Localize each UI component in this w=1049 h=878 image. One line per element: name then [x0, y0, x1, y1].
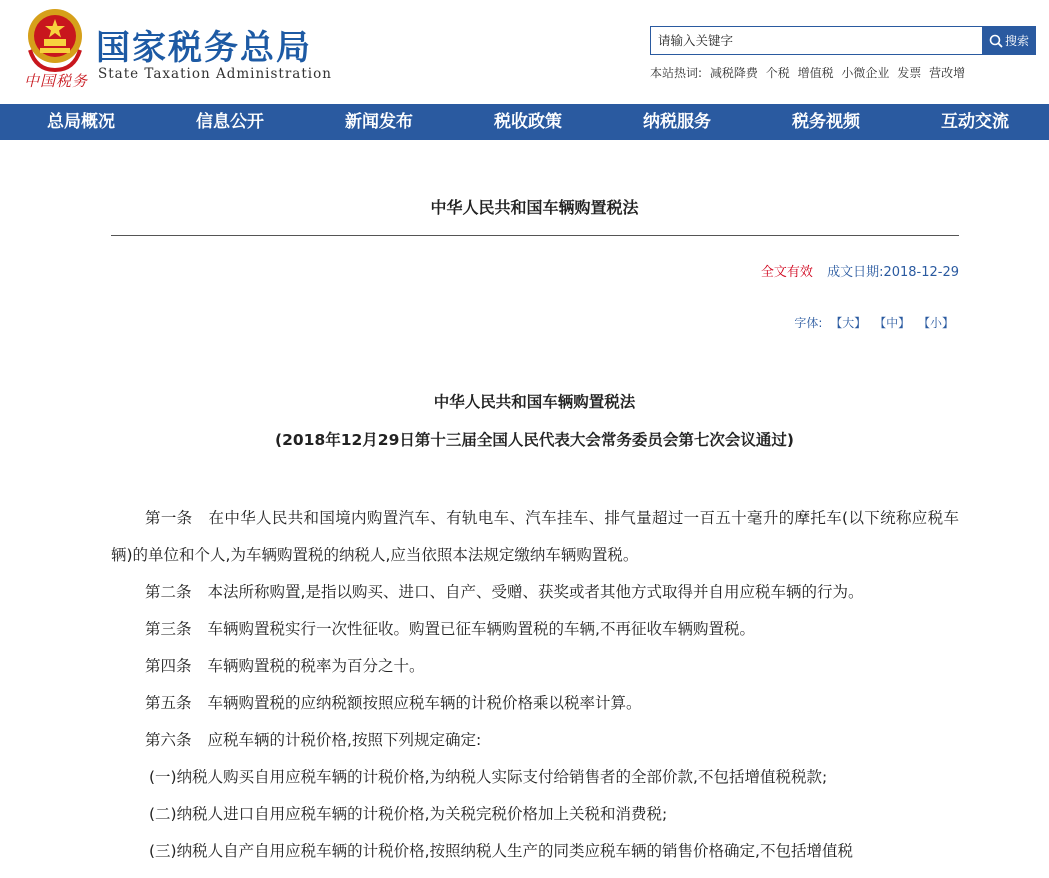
article-body: [111, 500, 959, 870]
article-paragraph: [111, 500, 959, 574]
search-icon: [989, 34, 1003, 48]
article-number: 第六条: [145, 731, 192, 749]
site-header: [0, 0, 1049, 104]
font-size-large-button[interactable]: 【大】: [830, 316, 867, 330]
article-text: 车辆购置税实行一次性征收。购置已征车辆购置税的车辆,不再征收车辆购置税。: [207, 620, 755, 638]
article-number: 第四条: [145, 657, 192, 675]
search-input[interactable]: 请输入关键字: [650, 26, 983, 55]
nav-item-news[interactable]: 新闻发布: [345, 112, 413, 132]
site-title[interactable]: 国家税务总局: [96, 28, 312, 68]
nav-item-disclosure[interactable]: 信息公开: [196, 112, 264, 132]
article-text: (一)纳税人购买自用应税车辆的计税价格,为纳税人实际支付给销售者的全部价款,不包括增值税税款;: [149, 768, 828, 786]
hot-word-item[interactable]: 增值税: [797, 66, 834, 80]
article-number: 第二条: [145, 583, 192, 601]
hot-word-item[interactable]: 发票: [897, 66, 922, 80]
nav-item-service[interactable]: 纳税服务: [643, 112, 711, 132]
article-text: 车辆购置税的应纳税额按照应税车辆的计税价格乘以税率计算。: [207, 694, 642, 712]
article-text: (三)纳税人自产自用应税车辆的计税价格,按照纳税人生产的同类应税车辆的销售价格确定,不包括增值税: [149, 842, 853, 860]
search-button[interactable]: [982, 26, 1036, 55]
hot-words: [650, 64, 969, 81]
main-nav: [0, 104, 1049, 140]
article-item: [111, 796, 959, 833]
hot-word-item[interactable]: 个税: [765, 66, 790, 80]
search-button-label: 搜索: [1004, 34, 1029, 48]
font-size-label: 字体:: [794, 316, 823, 330]
national-emblem-icon: [22, 6, 88, 74]
article-number: 第一条: [145, 509, 193, 527]
article-paragraph: [111, 648, 959, 685]
font-size-switcher: [794, 314, 954, 331]
article-paragraph: [111, 722, 959, 759]
article-paragraph: [111, 574, 959, 611]
nav-item-overview[interactable]: 总局概况: [47, 112, 115, 132]
hot-words-label: 本站热词:: [650, 66, 703, 80]
article-paragraph: [111, 685, 959, 722]
article-text: 本法所称购置,是指以购买、进口、自产、受赠、获奖或者其他方式取得并自用应税车辆的行为。: [207, 583, 864, 601]
article-number: 第五条: [145, 694, 192, 712]
hot-word-item[interactable]: 小微企业: [841, 66, 890, 80]
status-badge: 全文有效: [760, 265, 813, 280]
page-title: 中华人民共和国车辆购置税法: [430, 198, 639, 217]
article-item: [111, 759, 959, 796]
hot-word-item[interactable]: 减税降费: [709, 66, 758, 80]
font-size-medium-button[interactable]: 【中】: [874, 316, 911, 330]
nav-item-interaction[interactable]: 互动交流: [941, 112, 1009, 132]
article-text: 在中华人民共和国境内购置汽车、有轨电车、汽车挂车、排气量超过一百五十毫升的摩托车(以下统称应税车辆)的单位和个人,为车辆购置税的纳税人,应当依照本法规定缴纳车辆购置税。: [111, 509, 959, 564]
hot-word-item[interactable]: 营改增: [929, 66, 966, 80]
seal-text: 中国税务: [24, 72, 89, 90]
nav-item-policy[interactable]: 税收政策: [494, 112, 562, 132]
article-text: (二)纳税人进口自用应税车辆的计税价格,为关税完税价格加上关税和消费税;: [149, 805, 668, 823]
law-title: 中华人民共和国车辆购置税法: [433, 393, 636, 411]
article-item: [111, 833, 959, 870]
law-subtitle: (2018年12月29日第十三届全国人民代表大会常务委员会第七次会议通过): [275, 431, 794, 449]
site-subtitle: State Taxation Administration: [98, 66, 332, 82]
font-size-small-button[interactable]: 【小】: [917, 316, 954, 330]
article-number: 第三条: [145, 620, 192, 638]
article-text: 应税车辆的计税价格,按照下列规定确定:: [207, 731, 482, 749]
doc-date: 成文日期:2018-12-29: [827, 265, 959, 280]
article-paragraph: [111, 611, 959, 648]
nav-item-video[interactable]: 税务视频: [792, 112, 860, 132]
title-divider: [111, 235, 959, 236]
article-text: 车辆购置税的税率为百分之十。: [207, 657, 425, 675]
doc-meta: [761, 261, 959, 280]
